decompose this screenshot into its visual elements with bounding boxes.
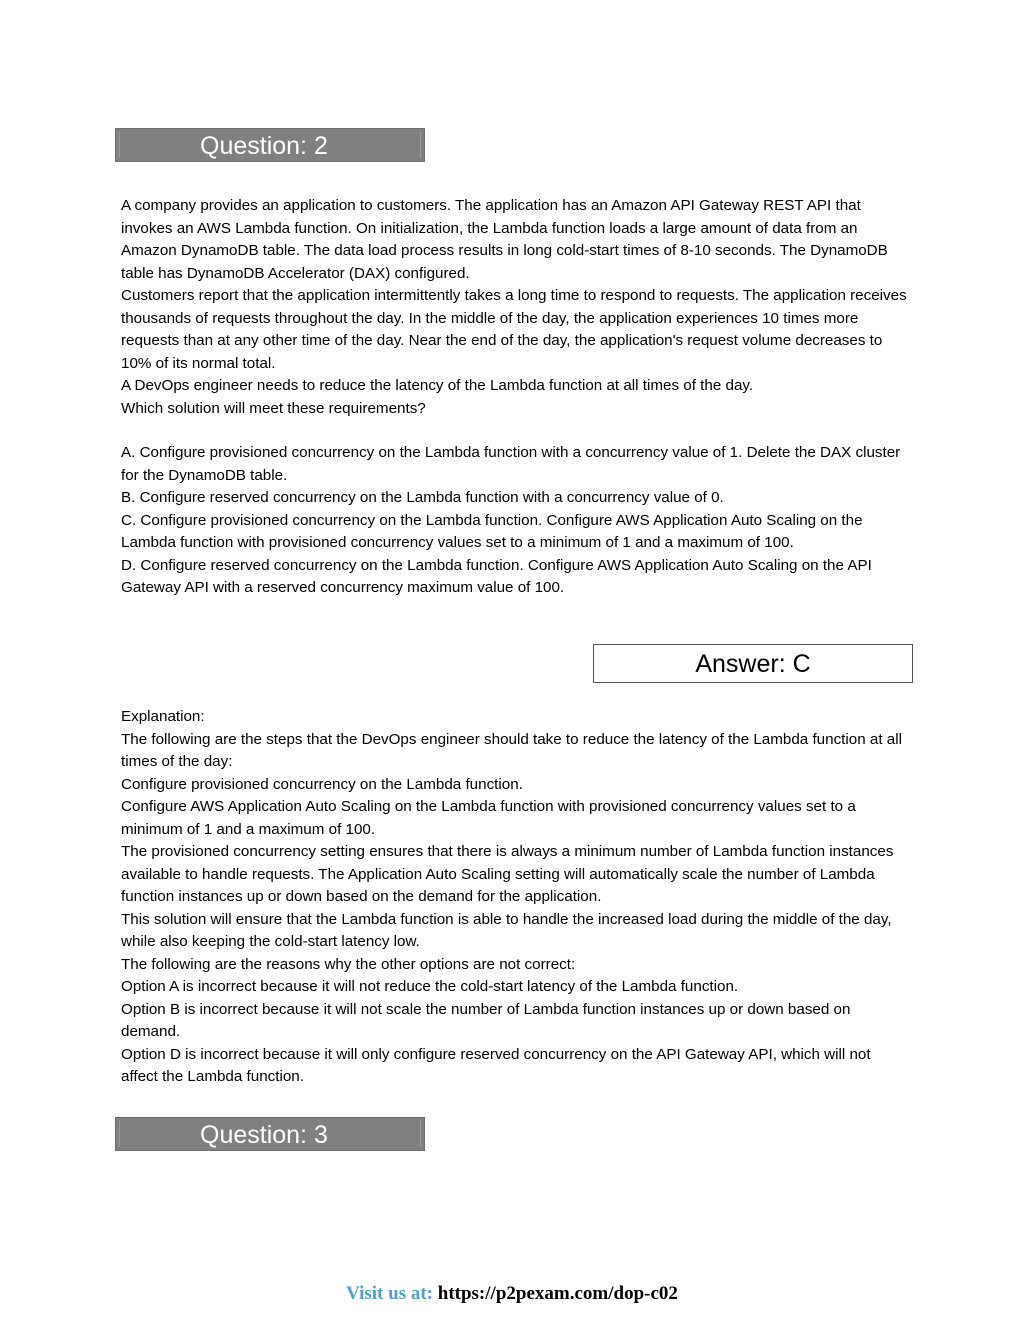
stem-paragraph: A DevOps engineer needs to reduce the latency of the Lambda function at all times of the day. [121,377,754,394]
question-3-header [115,1117,425,1151]
explanation-line: Option D is incorrect because it will only configure reserved concurrency on the API Gateway API, which will not affect the Lambda function. [121,1045,871,1085]
option-d: D. Configure reserved concurrency on the Lambda function. Configure AWS Application Auto Scaling on the API Gateway API with a reserved concurrency maximum value of 100. [121,556,872,596]
option-b: B. Configure reserved concurrency on the Lambda function with a concurrency value of 0. [121,489,724,506]
explanation-line: Configure AWS Application Auto Scaling on the Lambda function with provisioned concurrency values set to a minimum of 1 and a maximum of 100. [121,798,856,838]
stem-paragraph: Which solution will meet these requirements? [121,399,426,417]
explanation-line: The following are the reasons why the other options are not correct: [121,955,576,973]
explanation-line: This solution will ensure that the Lambda function is able to handle the increased load during the middle of the day, while also keeping the cold-start latency low. [121,910,892,950]
question-stem [121,195,911,420]
explanation-line: The provisioned concurrency setting ensures that there is always a minimum number of Lambda function instances available to handle requests. The Application Auto Scaling setting will automatically scale the number of Lambda function instances up or down based on the demand for the application. [121,843,894,905]
footer-visit-label: Visit us at: [346,1283,433,1304]
option-c: C. Configure provisioned concurrency on the Lambda function. Configure AWS Application Auto Scaling on the Lambda function with provisioned concurrency values set to a minimum of 1 and a maximum of 100. [121,511,863,551]
stem-paragraph: Customers report that the application intermittently takes a long time to respond to requests. The application receives thousands of requests throughout the day. In the middle of the day, the application experiences 10 times more requests than at any other time of the day. Near the end of the day, the application's request volume decreases to 10% of its normal total. [121,287,907,372]
question-2-title: Question: 2 [200,132,328,160]
explanation-line: The following are the steps that the DevOps engineer should take to reduce the latency of the Lambda function at all times of the day: [121,730,902,770]
explanation-line: Configure provisioned concurrency on the Lambda function. [121,775,523,793]
explanation [121,706,911,1089]
stem-paragraph: A company provides an application to customers. The application has an Amazon API Gateway REST API that invokes an AWS Lambda function. On initialization, the Lambda function loads a large amount of data from an Amazon DynamoDB table. The data load process results in long cold-start times of 8-10 seconds. The DynamoDB table has DynamoDB Accelerator (DAX) configured. [121,197,888,282]
page-footer [0,1282,1024,1306]
explanation-line: Option A is incorrect because it will not reduce the cold-start latency of the Lambda function. [121,978,739,995]
option-a: A. Configure provisioned concurrency on the Lambda function with a concurrency value of 1. Delete the DAX cluster for the DynamoDB table. [121,444,901,484]
answer-options [121,442,911,600]
answer-box [593,644,913,683]
explanation-line: Option B is incorrect because it will not scale the number of Lambda function instances up or down based on demand. [121,1000,851,1040]
question-3-title: Question: 3 [200,1121,328,1149]
question-2-header [115,128,425,162]
answer-text: Answer: C [695,650,811,678]
footer-url-link[interactable]: https://p2pexam.com/dop-c02 [437,1283,678,1304]
explanation-line: Explanation: [121,708,205,725]
